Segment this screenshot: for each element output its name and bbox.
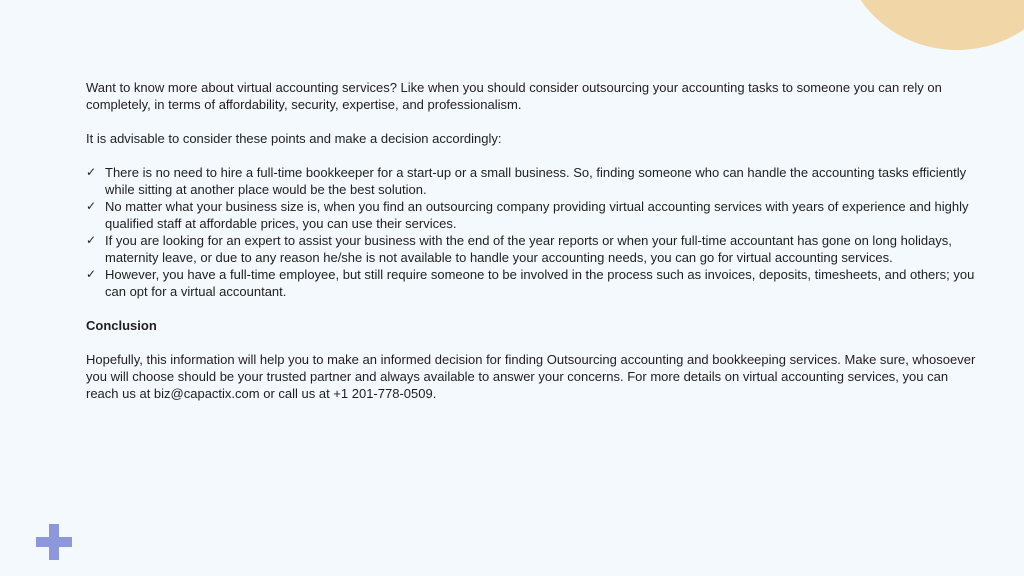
checklist-item <box>86 232 984 266</box>
plus-icon-vertical-bar <box>49 524 59 560</box>
conclusion-heading: Conclusion <box>86 318 157 333</box>
spacer <box>86 334 984 351</box>
spacer <box>86 147 984 164</box>
checklist-item-text: There is no need to hire a full-time bookkeeper for a start-up or a small business. So, finding someone who can handle the accounting tasks efficiently while sitting at another place would be the best solution. <box>105 165 967 197</box>
decorative-blob-shape <box>842 0 1024 50</box>
checklist-item <box>86 266 984 300</box>
checklist-item <box>86 164 984 198</box>
checklist-item-text: If you are looking for an expert to assist your business with the end of the year reports or when your full-time accountant has gone on long holidays, maternity leave, or due to any reason he/she is not available to handle your accounting needs, you can go for virtual accounting services. <box>105 233 952 265</box>
intro-lead-paragraph: It is advisable to consider these points and make a decision accordingly: <box>86 131 502 146</box>
checklist-item <box>86 198 984 232</box>
intro-paragraph: Want to know more about virtual accounting services? Like when you should consider outsourcing your accounting tasks to someone you can rely on completely, in terms of affordability, security, expertise, and professionalism. <box>86 80 942 112</box>
checklist <box>86 164 984 300</box>
checkmark-icon: ✓ <box>86 199 97 213</box>
document-body <box>86 79 984 402</box>
checkmark-icon: ✓ <box>86 233 97 247</box>
checklist-item-text: However, you have a full-time employee, but still require someone to be involved in the process such as invoices, deposits, timesheets, and others; you can opt for a virtual accountant. <box>105 267 975 299</box>
checklist-item-text: No matter what your business size is, when you find an outsourcing company providing virtual accounting services with years of experience and highly qualified staff at affordable prices, you can use their services. <box>105 199 969 231</box>
checkmark-icon: ✓ <box>86 165 97 179</box>
spacer <box>86 300 984 317</box>
checkmark-icon: ✓ <box>86 267 97 281</box>
plus-icon <box>36 524 72 560</box>
conclusion-paragraph: Hopefully, this information will help you to make an informed decision for finding Outsourcing accounting and bookkeeping services. Make sure, whosoever you will choose should be your trusted partner and always available to answer your concerns. For more details on virtual accounting services, you can reach us at biz@capactix.com or call us at +1 201-778-0509. <box>86 352 976 401</box>
spacer <box>86 113 984 130</box>
